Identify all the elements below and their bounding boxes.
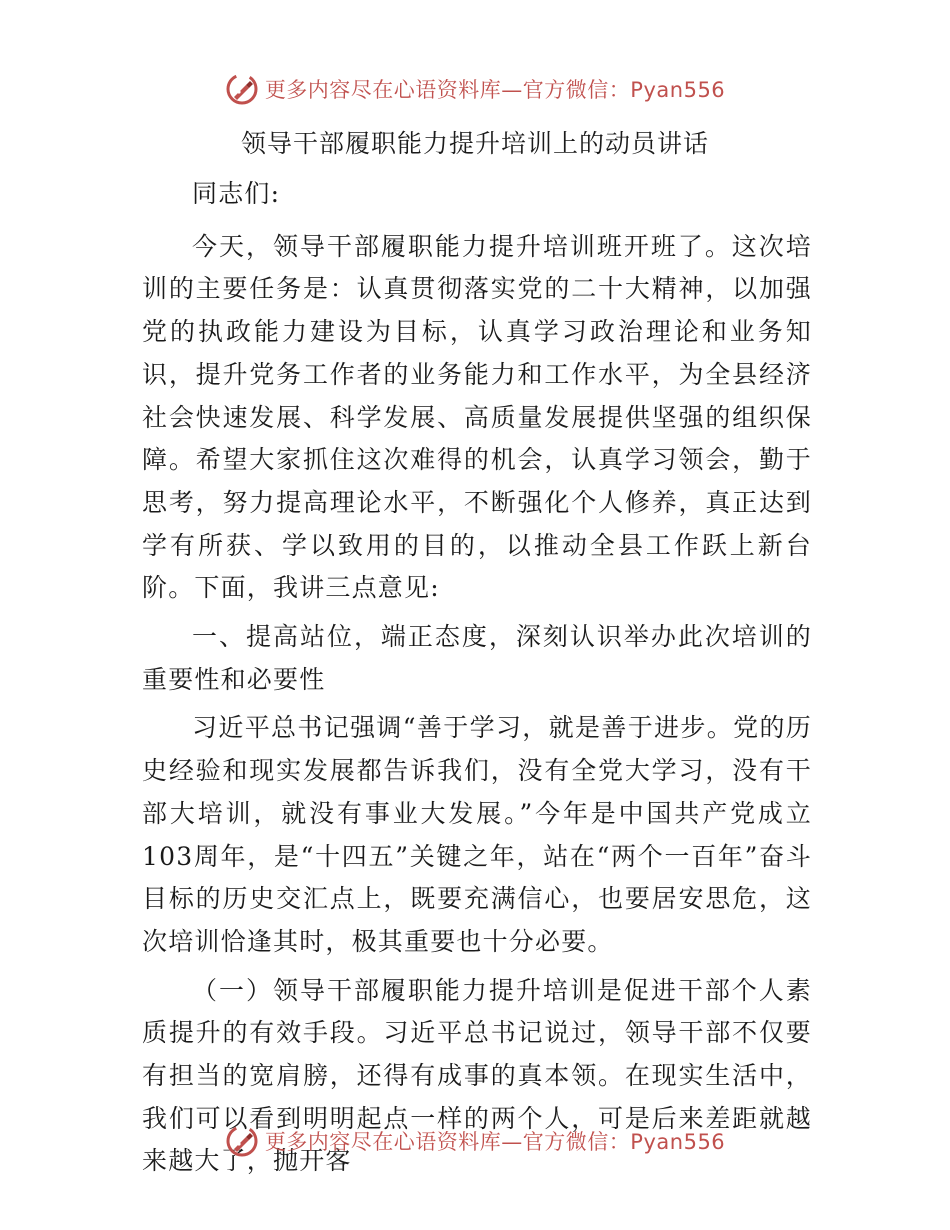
subsection-paragraph-1: （一）领导干部履职能力提升培训是促进干部个人素质提升的有效手段。习近平总书记说过，领导干部不仅要有担当的宽肩膀，还得有成事的真本领。在现实生活中，我们可以看到明明起点一样的两个人，可是后来差距就越来越大了，抛开客 xyxy=(142,975,812,1176)
body-paragraph: 习近平总书记强调“善于学习，就是善于进步。党的历史经验和现实发展都告诉我们，没有全党大学习，没有干部大培训，就没有事业大发展。”今年是中国共产党成立103周年，是“十四五”关键之年，站在“两个一百年”奋斗目标的历史交汇点上，既要充满信心，也要居安思危，这次培训恰逢其时，极其重要也十分必要。 xyxy=(142,713,812,956)
document-body xyxy=(142,173,812,1183)
pen-nib-seal-icon xyxy=(225,72,259,106)
header-watermark xyxy=(0,72,950,106)
watermark-text: 更多内容尽在心语资料库—官方微信：Pyan556 xyxy=(264,78,726,102)
intro-paragraph: 今天，领导干部履职能力提升培训班开班了。这次培训的主要任务是：认真贯彻落实党的二十大精神，以加强党的执政能力建设为目标，认真学习政治理论和业务知识，提升党务工作者的业务能力和工作水平，为全县经济社会快速发展、科学发展、高质量发展提供坚强的组织保障。希望大家抓住这次难得的机会，认真学习领会，勤于思考，努力提高理论水平，不断强化个人修养，真正达到学有所获、学以致用的目的，以推动全县工作跃上新台阶。下面，我讲三点意见: xyxy=(142,231,812,603)
document-title: 领导干部履职能力提升培训上的动员讲话 xyxy=(240,129,709,158)
salutation: 同志们: xyxy=(192,179,281,208)
pen-nib-seal-icon xyxy=(225,1124,259,1158)
section-heading-1: 一、提高站位，端正态度，深刻认识举办此次培训的重要性和必要性 xyxy=(142,622,812,694)
watermark-text: 更多内容尽在心语资料库—官方微信：Pyan556 xyxy=(264,1130,726,1154)
footer-watermark xyxy=(0,1124,950,1158)
